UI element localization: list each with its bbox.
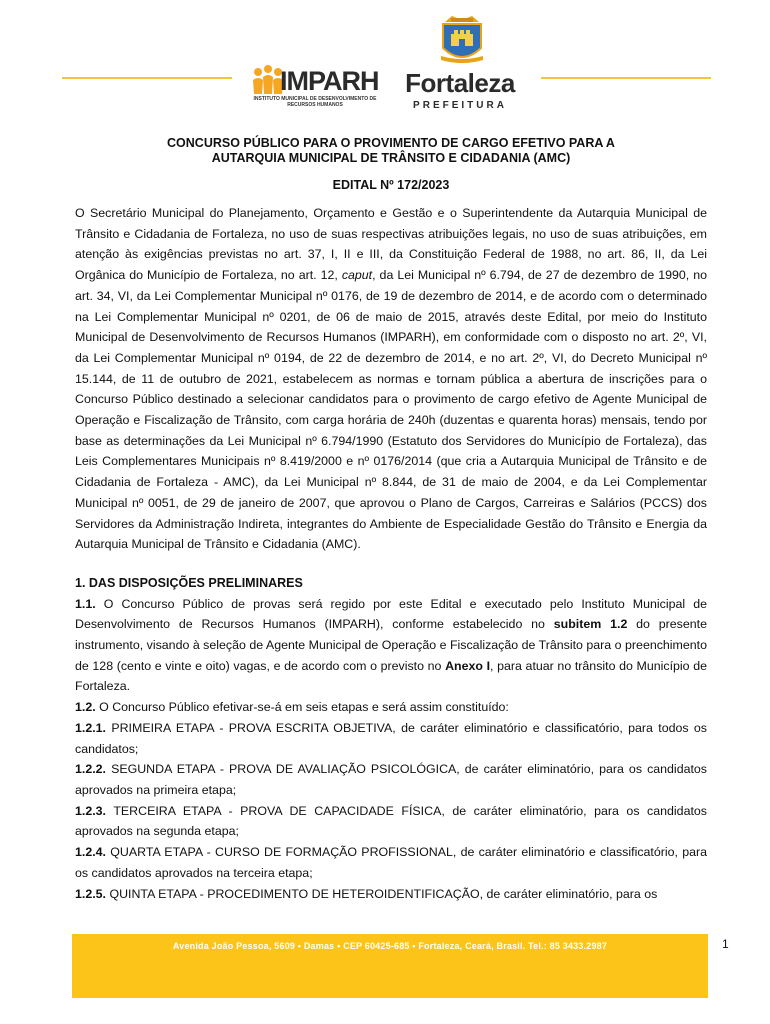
item-text: do presente instrumento, visando à seleção de Agente Municipal de Operação e Fiscalização de Trânsito para o preenchimento de 128 (cento e vinte e oito) vagas, e de acordo com o previsto no — [75, 617, 707, 673]
item-text: SEGUNDA ETAPA - PROVA DE AVALIAÇÃO PSICOLÓGICA, de caráter eliminatório, para os candidatos aprovados na primeira etapa; — [75, 762, 707, 797]
header-rule-left — [62, 77, 232, 79]
imparh-wordmark: IMPARH — [280, 66, 379, 96]
item-number: 1.1. — [75, 596, 96, 611]
intro-text-b: , da Lei Municipal nº 6.794, de 27 de dezembro de 1990, no art. 34, VI, da Lei Complementar Municipal nº 0176, de 19 de dezembro de 2014, e de acordo com o determinado na Lei Complementar Municipal nº 0201, de 06 de maio de 2015, através deste Edital, por meio do Instituto Municipal de Desenvolvimento de Recursos Humanos (IMPARH), em conformidade com o disposto no art. 2º, VI, da Lei Complementar Municipal nº 0194, de 22 de dezembro de 2014, e no art. 2º, VI, do Decreto Municipal nº 15.144, de 11 de outubro de 2021, estabelecem as normas e tornam pública a abertura de inscrições para o Concurso Público destinado a selecionar candidatos para o provimento de cargo efetivo de Agente Municipal de Operação e Fiscalização de Trânsito, com carga horária de 240h (duzentas e quarenta horas) mensais, tendo por base as determinações da Lei Municipal nº 6.794/1990 (Estatuto dos Servidores do Município de Fortaleza), das Leis Complementares Municipais nº 8.419/2000 e nº 0176/2014 (que cria a Autarquia Municipal de Trânsito e de Cidadania de Fortaleza - AMC), da Lei Municipal nº 8.844, de 31 de maio de 2004, e da Lei Complementar Municipal nº 0051, de 29 de janeiro de 2007, que aprovou o Plano de Cargos, Carreiras e Salários (PCCS) dos Servidores da Administração Indireta, integrantes do Ambiente de Especialidade Gestão do Trânsito e Energia da Autarquia Municipal de Trânsito e Cidadania (AMC). — [75, 268, 707, 552]
item-1-2-2 — [75, 759, 707, 800]
fortaleza-logo — [395, 12, 525, 112]
item-text: , para atuar no trânsito do Município de Fortaleza. — [75, 658, 707, 694]
item-number: 1.2.5. — [75, 886, 107, 901]
item-text: PRIMEIRA ETAPA - PROVA ESCRITA OBJETIVA, de caráter eliminatório e classificatório, para todos os candidatos; — [75, 720, 707, 756]
item-text: TERCEIRA ETAPA - PROVA DE CAPACIDADE FÍSICA, de caráter eliminatório, para os candidatos aprovados na segunda etapa; — [75, 803, 707, 839]
intro-caput: caput — [341, 268, 373, 283]
imparh-logo — [250, 62, 380, 112]
page-header — [0, 0, 770, 120]
document-title — [75, 136, 707, 166]
item-1-2-5 — [75, 884, 707, 905]
section-heading-1: 1. DAS DISPOSIÇÕES PRELIMINARES — [75, 575, 303, 590]
item-1-2 — [75, 697, 707, 718]
imparh-subtitle: INSTITUTO MUNICIPAL DE DESENVOLVIMENTO DE RECURSOS HUMANOS — [253, 96, 377, 108]
item-1-1 — [75, 594, 707, 698]
title-line-1: CONCURSO PÚBLICO PARA O PROVIMENTO DE CARGO EFETIVO PARA A — [167, 136, 615, 150]
fortaleza-wordmark: Fortaleza — [405, 68, 515, 98]
page-number: 1 — [722, 937, 729, 951]
item-1-2-3 — [75, 801, 707, 842]
item-number: 1.2.3. — [75, 803, 107, 818]
item-number: 1.2.4. — [75, 845, 107, 860]
footer-address: Avenida João Pessoa, 5609 • Damas • CEP 60425-685 • Fortaleza, Ceará, Brasil. Tel.: 85 3433.2987 — [172, 941, 608, 951]
item-text: QUINTA ETAPA - PROCEDIMENTO DE HETEROIDENTIFICAÇÃO, de caráter eliminatório, para os — [106, 886, 658, 901]
item-number: 1.2.1. — [75, 720, 107, 735]
prefeitura-label: PREFEITURA — [413, 100, 507, 111]
item-text: O Concurso Público de provas será regido por este Edital e executado pelo Instituto Municipal de Desenvolvimento de Recursos Humanos (IMPARH), conforme estabelecido no — [75, 596, 707, 632]
city-crest-icon — [437, 12, 487, 70]
item-number: 1.2. — [75, 700, 96, 715]
document-body — [75, 136, 707, 904]
item-bold: subitem 1.2 — [553, 617, 628, 632]
page-footer — [72, 934, 708, 998]
intro-paragraph — [75, 203, 707, 555]
title-line-2: AUTARQUIA MUNICIPAL DE TRÂNSITO E CIDADANIA (AMC) — [211, 151, 571, 165]
item-number: 1.2.2. — [75, 762, 107, 777]
item-1-2-1 — [75, 718, 707, 759]
edital-number: EDITAL Nº 172/2023 — [332, 178, 450, 192]
item-bold: Anexo I — [445, 658, 491, 673]
header-rule-right — [541, 77, 711, 79]
intro-text-a: O Secretário Municipal do Planejamento, Orçamento e Gestão e o Superintendente da Autarquia Municipal de Trânsito e Cidadania de Fortaleza, no uso de suas respectivas atribuições legais, no uso de suas atribuições, em atenção às exigências previstas no art. 37, I, II e III, da Constituição Federal de 1988, no art. 86, II, da Lei Orgânica do Município de Fortaleza, no art. 12, — [75, 206, 707, 283]
item-1-2-4 — [75, 842, 707, 883]
item-text: O Concurso Público efetivar-se-á em seis etapas e será assim constituído: — [95, 700, 509, 715]
item-text: QUARTA ETAPA - CURSO DE FORMAÇÃO PROFISSIONAL, de caráter eliminatório e classificatório, para os candidatos aprovados na terceira etapa; — [75, 845, 707, 880]
